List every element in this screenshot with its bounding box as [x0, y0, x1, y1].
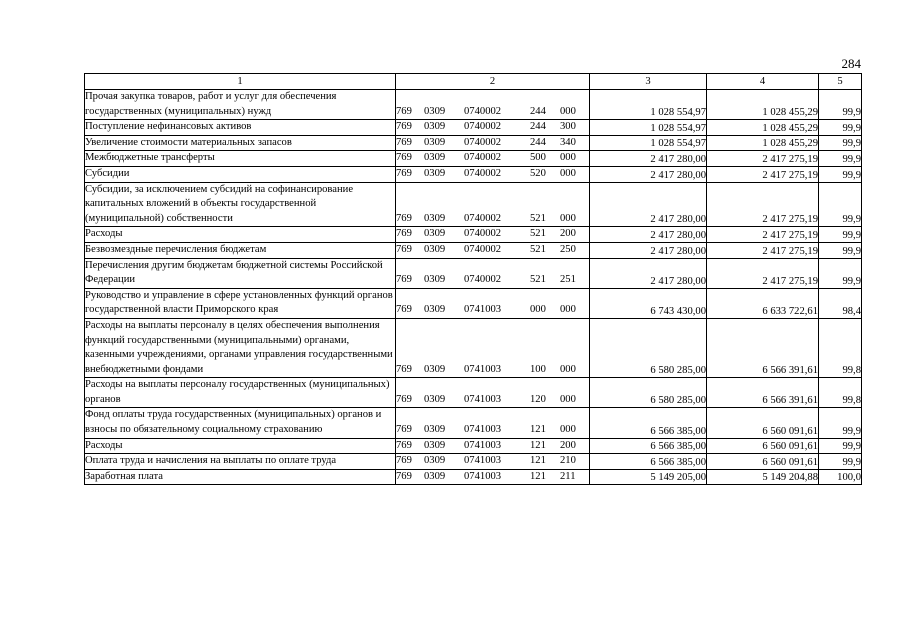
row-name: Прочая закупка товаров, работ и услуг для обеспечения государственных (муниципальных) нужд [85, 90, 396, 120]
row-planned-amount: 6 580 285,00 [590, 378, 707, 408]
table-row [85, 318, 862, 377]
code-segment: 200 [560, 228, 576, 240]
code-segment: 0309 [424, 424, 446, 436]
code-segment: 121 [530, 439, 546, 451]
code-segment: 0309 [424, 152, 446, 164]
table-row [85, 378, 862, 408]
row-code [396, 454, 590, 470]
row-percent: 99,9 [819, 90, 862, 120]
code-segment: 0740002 [464, 167, 502, 179]
code-segment: 769 [396, 228, 412, 240]
code-segment: 769 [396, 424, 412, 436]
row-percent: 99,9 [819, 438, 862, 454]
row-name: Заработная плата [85, 469, 396, 485]
row-name: Субсидии [85, 166, 396, 182]
row-name: Субсидии, за исключением субсидий на софинансирование капитальных вложений в объекты государственной (муниципальной) собственности [85, 182, 396, 227]
table-row [85, 288, 862, 318]
row-percent: 99,9 [819, 408, 862, 438]
row-code [396, 378, 590, 408]
code-segment: 244 [530, 121, 546, 133]
code-segment: 521 [530, 274, 546, 286]
code-segment: 0309 [424, 470, 446, 482]
row-name: Фонд оплаты труда государственных (муниципальных) органов и взносы по обязательному социальному страхованию [85, 408, 396, 438]
code-segment: 000 [560, 304, 576, 316]
row-actual-amount: 2 417 275,19 [707, 182, 819, 227]
code-segment: 250 [560, 243, 576, 255]
row-name: Межбюджетные трансферты [85, 151, 396, 167]
row-planned-amount: 6 566 385,00 [590, 408, 707, 438]
code-segment: 0309 [424, 439, 446, 451]
row-planned-amount: 1 028 554,97 [590, 120, 707, 136]
code-segment: 0740002 [464, 274, 502, 286]
row-code [396, 242, 590, 258]
code-segment: 769 [396, 105, 412, 117]
row-planned-amount: 1 028 554,97 [590, 90, 707, 120]
code-segment: 0309 [424, 228, 446, 240]
code-segment: 121 [530, 470, 546, 482]
code-segment: 769 [396, 152, 412, 164]
code-segment: 521 [530, 228, 546, 240]
row-name: Оплата труда и начисления на выплаты по оплате труда [85, 454, 396, 470]
code-segment: 500 [530, 152, 546, 164]
code-segment: 121 [530, 455, 546, 467]
row-name: Руководство и управление в сфере установленных функций органов государственной власти Приморского края [85, 288, 396, 318]
row-percent: 99,9 [819, 182, 862, 227]
table-row [85, 438, 862, 454]
code-segment: 244 [530, 136, 546, 148]
code-segment: 000 [560, 212, 576, 224]
row-percent: 99,8 [819, 378, 862, 408]
code-segment: 769 [396, 167, 412, 179]
row-actual-amount: 2 417 275,19 [707, 227, 819, 243]
row-percent: 99,8 [819, 318, 862, 377]
code-segment: 244 [530, 105, 546, 117]
code-segment: 000 [560, 105, 576, 117]
code-segment: 769 [396, 439, 412, 451]
code-segment: 520 [530, 167, 546, 179]
code-segment: 000 [530, 304, 546, 316]
row-actual-amount: 1 028 455,29 [707, 135, 819, 151]
code-segment: 0740002 [464, 212, 502, 224]
table-row [85, 408, 862, 438]
header-row [85, 74, 862, 90]
code-segment: 769 [396, 455, 412, 467]
code-segment: 0741003 [464, 455, 502, 467]
header-col-3: 3 [590, 74, 707, 90]
header-col-1: 1 [85, 74, 396, 90]
code-segment: 000 [560, 152, 576, 164]
code-segment: 0309 [424, 274, 446, 286]
code-segment: 0309 [424, 167, 446, 179]
table-row [85, 151, 862, 167]
code-segment: 769 [396, 470, 412, 482]
row-code [396, 135, 590, 151]
code-segment: 769 [396, 212, 412, 224]
code-segment: 0309 [424, 121, 446, 133]
row-planned-amount: 6 580 285,00 [590, 318, 707, 377]
code-segment: 521 [530, 243, 546, 255]
table-row [85, 469, 862, 485]
row-actual-amount: 2 417 275,19 [707, 151, 819, 167]
row-name: Поступление нефинансовых активов [85, 120, 396, 136]
row-actual-amount: 6 560 091,61 [707, 408, 819, 438]
row-name: Увеличение стоимости материальных запасов [85, 135, 396, 151]
code-segment: 0741003 [464, 393, 502, 405]
table-row [85, 166, 862, 182]
row-percent: 99,9 [819, 151, 862, 167]
row-planned-amount: 6 566 385,00 [590, 438, 707, 454]
code-segment: 210 [560, 455, 576, 467]
row-code [396, 227, 590, 243]
row-planned-amount: 6 566 385,00 [590, 454, 707, 470]
row-name: Безвозмездные перечисления бюджетам [85, 242, 396, 258]
code-segment: 0741003 [464, 439, 502, 451]
row-actual-amount: 1 028 455,29 [707, 120, 819, 136]
row-name: Расходы на выплаты персоналу государственных (муниципальных) органов [85, 378, 396, 408]
row-actual-amount: 2 417 275,19 [707, 242, 819, 258]
row-percent: 99,9 [819, 120, 862, 136]
header-col-4: 4 [707, 74, 819, 90]
code-segment: 0309 [424, 393, 446, 405]
header-col-2: 2 [396, 74, 590, 90]
table-row [85, 135, 862, 151]
code-segment: 300 [560, 121, 576, 133]
row-planned-amount: 2 417 280,00 [590, 227, 707, 243]
table-row [85, 90, 862, 120]
row-code [396, 258, 590, 288]
code-segment: 769 [396, 393, 412, 405]
row-percent: 99,9 [819, 227, 862, 243]
row-actual-amount: 5 149 204,88 [707, 469, 819, 485]
row-percent: 99,9 [819, 166, 862, 182]
row-planned-amount: 2 417 280,00 [590, 151, 707, 167]
row-actual-amount: 6 633 722,61 [707, 288, 819, 318]
code-segment: 0309 [424, 304, 446, 316]
row-actual-amount: 2 417 275,19 [707, 166, 819, 182]
row-code [396, 288, 590, 318]
code-segment: 769 [396, 274, 412, 286]
row-name: Перечисления другим бюджетам бюджетной системы Российской Федерации [85, 258, 396, 288]
row-percent: 100,0 [819, 469, 862, 485]
code-segment: 100 [530, 363, 546, 375]
page-number: 284 [841, 56, 861, 71]
code-segment: 0309 [424, 105, 446, 117]
row-code [396, 438, 590, 454]
row-percent: 98,4 [819, 288, 862, 318]
code-segment: 251 [560, 274, 576, 286]
table-row [85, 227, 862, 243]
row-planned-amount: 1 028 554,97 [590, 135, 707, 151]
row-code [396, 408, 590, 438]
row-planned-amount: 2 417 280,00 [590, 166, 707, 182]
table-row [85, 120, 862, 136]
row-actual-amount: 2 417 275,19 [707, 258, 819, 288]
row-percent: 99,9 [819, 135, 862, 151]
row-planned-amount: 2 417 280,00 [590, 182, 707, 227]
row-code [396, 182, 590, 227]
code-segment: 769 [396, 363, 412, 375]
row-percent: 99,9 [819, 242, 862, 258]
table-row [85, 182, 862, 227]
code-segment: 0309 [424, 455, 446, 467]
table-row [85, 258, 862, 288]
code-segment: 0309 [424, 212, 446, 224]
code-segment: 0740002 [464, 243, 502, 255]
code-segment: 0740002 [464, 228, 502, 240]
row-percent: 99,9 [819, 258, 862, 288]
code-segment: 200 [560, 439, 576, 451]
table-header [85, 74, 862, 90]
code-segment: 340 [560, 136, 576, 148]
code-segment: 0740002 [464, 105, 502, 117]
table-row [85, 454, 862, 470]
code-segment: 0740002 [464, 121, 502, 133]
code-segment: 0309 [424, 363, 446, 375]
code-segment: 000 [560, 393, 576, 405]
code-segment: 521 [530, 212, 546, 224]
code-segment: 121 [530, 424, 546, 436]
code-segment: 0309 [424, 136, 446, 148]
header-col-5: 5 [819, 74, 862, 90]
row-name: Расходы [85, 227, 396, 243]
row-name: Расходы [85, 438, 396, 454]
code-segment: 211 [560, 470, 576, 482]
row-actual-amount: 6 560 091,61 [707, 438, 819, 454]
code-segment: 000 [560, 167, 576, 179]
row-code [396, 318, 590, 377]
code-segment: 0309 [424, 243, 446, 255]
row-name: Расходы на выплаты персоналу в целях обеспечения выполнения функций государственными (муниципальными) органами, казенными учреждениями, органами управления государственными внебюджетными фондами [85, 318, 396, 377]
code-segment: 0741003 [464, 424, 502, 436]
row-percent: 99,9 [819, 454, 862, 470]
row-planned-amount: 6 743 430,00 [590, 288, 707, 318]
row-code [396, 166, 590, 182]
row-planned-amount: 2 417 280,00 [590, 258, 707, 288]
code-segment: 0741003 [464, 363, 502, 375]
row-actual-amount: 6 566 391,61 [707, 378, 819, 408]
code-segment: 769 [396, 304, 412, 316]
code-segment: 120 [530, 393, 546, 405]
row-code [396, 151, 590, 167]
table-row [85, 242, 862, 258]
code-segment: 000 [560, 424, 576, 436]
code-segment: 0741003 [464, 304, 502, 316]
row-actual-amount: 1 028 455,29 [707, 90, 819, 120]
code-segment: 769 [396, 121, 412, 133]
row-code [396, 469, 590, 485]
row-code [396, 120, 590, 136]
code-segment: 0740002 [464, 136, 502, 148]
row-code [396, 90, 590, 120]
row-actual-amount: 6 566 391,61 [707, 318, 819, 377]
row-planned-amount: 2 417 280,00 [590, 242, 707, 258]
code-segment: 769 [396, 136, 412, 148]
code-segment: 000 [560, 363, 576, 375]
row-planned-amount: 5 149 205,00 [590, 469, 707, 485]
budget-table [84, 73, 862, 485]
code-segment: 769 [396, 243, 412, 255]
code-segment: 0741003 [464, 470, 502, 482]
row-actual-amount: 6 560 091,61 [707, 454, 819, 470]
code-segment: 0740002 [464, 152, 502, 164]
table-body [85, 90, 862, 485]
